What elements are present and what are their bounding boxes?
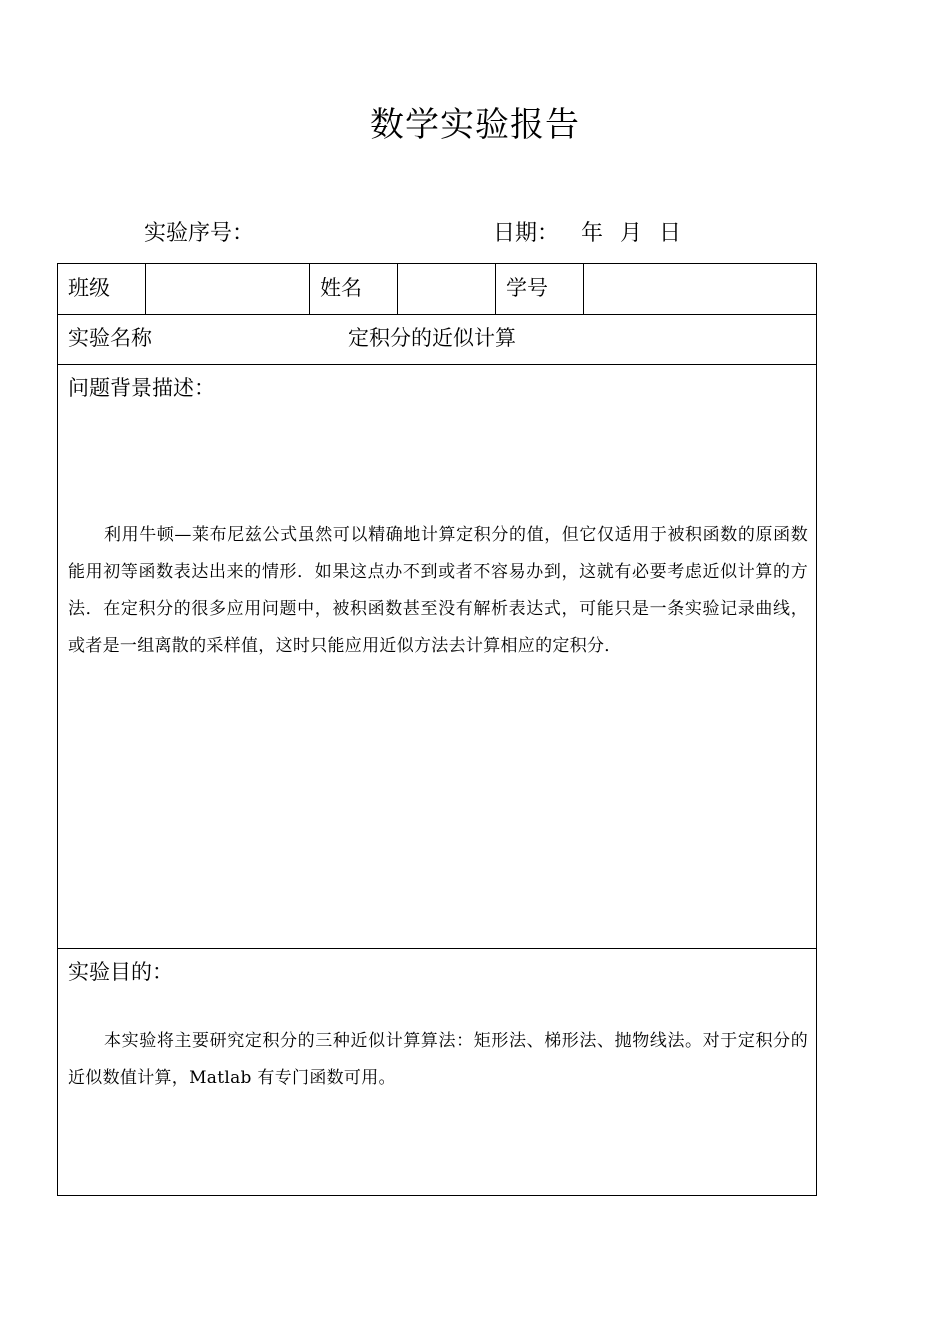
class-field[interactable] [146,264,310,314]
experiment-name-label: 实验名称 [68,326,152,350]
purpose-section [58,949,816,1195]
student-id-field[interactable] [584,264,816,314]
student-id-label: 学号 [496,264,584,314]
experiment-name-value: 定积分的近似计算 [348,326,516,350]
purpose-heading: 实验目的： [68,960,173,984]
background-paragraph: 利用牛顿—莱布尼兹公式虽然可以精确地计算定积分的值，但它仅适用于被积函数的原函数能用初等函数表达出来的情形．如果这点办不到或者不容易办到，这就有必要考虑近似计算的方法．在定积分的很多应用问题中，被积函数甚至没有解析表达式，可能只是一条实验记录曲线，或者是一组离散的采样值，这时只能应用近似方法去计算相应的定积分． [68,525,808,656]
date-label: 日期： [493,221,560,246]
date-line [493,216,681,252]
date-year-label: 年 [581,221,604,246]
background-heading: 问题背景描述： [68,376,215,400]
background-section [58,365,816,949]
student-info-row [58,264,816,315]
experiment-name-row [58,315,816,365]
name-label: 姓名 [310,264,398,314]
date-month-label: 月 [620,221,643,246]
date-day-label: 日 [659,221,682,246]
page-title: 数学实验报告 [370,105,580,145]
report-form [57,263,817,1196]
class-label: 班级 [58,264,146,314]
purpose-paragraph: 本实验将主要研究定积分的三种近似计算算法：矩形法、梯形法、抛物线法。对于定积分的近似数值计算，Matlab 有专门函数可用。 [68,1031,808,1088]
experiment-seq-label: 实验序号： [144,221,255,246]
name-field[interactable] [398,264,496,314]
